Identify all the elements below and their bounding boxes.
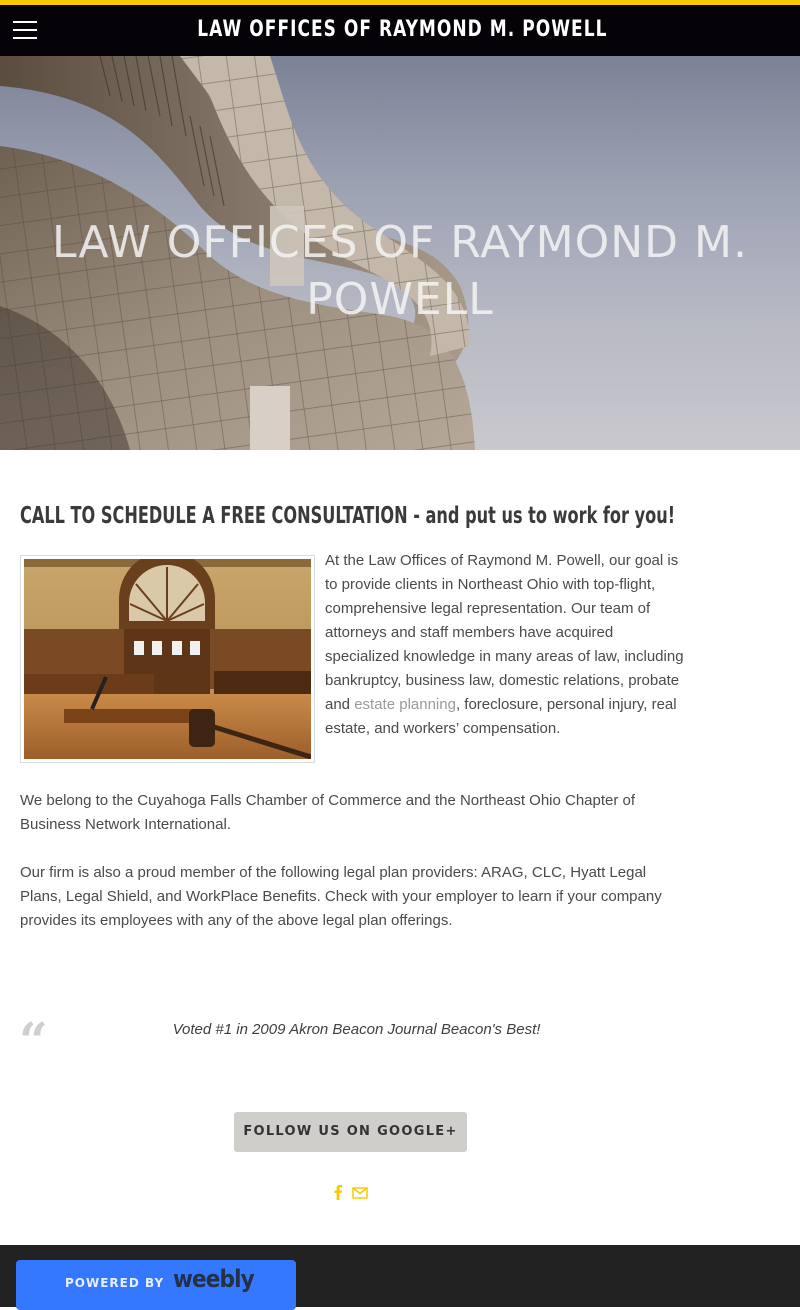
site-title [58, 17, 746, 42]
powered-by-weebly-badge[interactable] [16, 1260, 296, 1310]
legal-plans-paragraph: Our firm is also a proud member of the following legal plan providers: ARAG, CLC, Hyatt Legal Plans, Legal Shield, and WorkPlace Benefits. Check with your employer to learn if your company provides its employees with any of the above legal plan offerings. [20, 864, 662, 929]
intro-text-end: , foreclosure, personal injury, real estate, and workers’ compensation. [325, 696, 677, 737]
powered-by-label: POWERED BY [65, 1276, 165, 1290]
hamburger-menu-icon[interactable] [13, 19, 37, 41]
site-header [0, 5, 800, 56]
intro-paragraph [325, 549, 685, 741]
social-icons [330, 1183, 372, 1203]
menu-bar [13, 21, 37, 23]
intro-text: At the Law Offices of Raymond M. Powell, our goal is to provide clients in Northeast Ohio with top-flight, comprehensive legal representation. Our team of attorneys and staff members have acquired specialized knowledge in many areas of law, including bankruptcy, business law, domestic relations, probate and [325, 552, 684, 713]
follow-google-plus-button[interactable]: FOLLOW US ON GOOGLE+ [234, 1112, 467, 1152]
site-title-link[interactable]: LAW OFFICES OF RAYMOND M. POWELL [197, 17, 608, 42]
quote-icon: “ [19, 1011, 48, 1070]
hero-title: LAW OFFICES OF RAYMOND M. POWELL [52, 217, 748, 325]
mail-icon[interactable] [352, 1183, 368, 1201]
hero-banner [0, 56, 800, 450]
headline: CALL TO SCHEDULE A FREE CONSULTATION - and put us to work for you! [20, 503, 676, 529]
estate-planning-link[interactable]: estate planning [354, 696, 456, 713]
menu-bar [13, 29, 37, 31]
membership-paragraph: We belong to the Cuyahoga Falls Chamber of Commerce and the Northeast Ohio Chapter of Business Network International. [20, 792, 636, 833]
menu-bar [13, 37, 37, 39]
courtroom-photo-frame [20, 555, 315, 763]
courtroom-photo[interactable] [24, 559, 311, 759]
weebly-logo: weebly [173, 1265, 254, 1293]
award-quote: Voted #1 in 2009 Akron Beacon Journal Beacon's Best! [172, 1021, 541, 1038]
facebook-icon[interactable] [332, 1183, 344, 1201]
